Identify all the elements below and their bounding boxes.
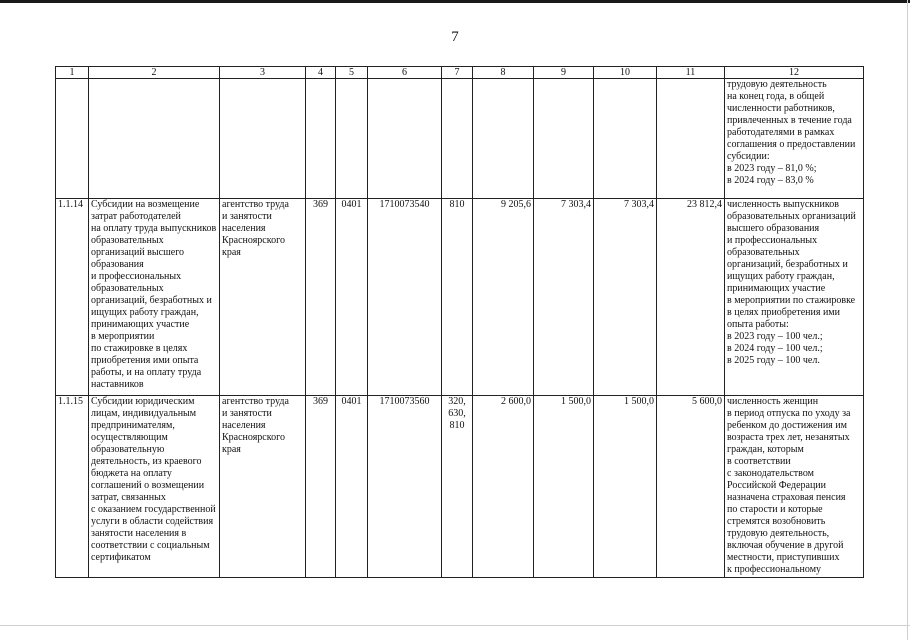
result-indicator: трудовую деятельность на конец года, в общей численности работников, привлеченных в течение года работодателями в рамках соглашения о предоставлении субсидии: в 2023 году – 81,0 %; в 2024 году – 83,0 % bbox=[725, 79, 864, 199]
table-row-1-1-14 bbox=[56, 199, 864, 396]
header-cell: 2 bbox=[89, 67, 220, 79]
code-csr: 1710073540 bbox=[368, 199, 442, 396]
code-csr: 1710073560 bbox=[368, 396, 442, 578]
header-cell: 11 bbox=[657, 67, 725, 79]
amount-total: 23 812,4 bbox=[657, 199, 725, 396]
code-vr bbox=[442, 79, 473, 199]
executor: агентство труда и занятости населения Красноярского края bbox=[220, 199, 306, 396]
header-cell: 4 bbox=[306, 67, 336, 79]
code-rzpr bbox=[336, 79, 368, 199]
amount-year-1 bbox=[473, 79, 534, 199]
amount-total bbox=[657, 79, 725, 199]
executor: агентство труда и занятости населения Красноярского края bbox=[220, 396, 306, 578]
header-cell: 5 bbox=[336, 67, 368, 79]
amount-year-3 bbox=[594, 79, 657, 199]
code-vr: 810 bbox=[442, 199, 473, 396]
code-vr: 320, 630, 810 bbox=[442, 396, 473, 578]
code-grbs: 369 bbox=[306, 199, 336, 396]
amount-year-1: 9 205,6 bbox=[473, 199, 534, 396]
header-cell: 6 bbox=[368, 67, 442, 79]
amount-total: 5 600,0 bbox=[657, 396, 725, 578]
amount-year-2: 1 500,0 bbox=[534, 396, 594, 578]
code-rzpr: 0401 bbox=[336, 199, 368, 396]
page-number: 7 bbox=[451, 29, 459, 45]
code-grbs bbox=[306, 79, 336, 199]
header-cell: 12 bbox=[725, 67, 864, 79]
code-csr bbox=[368, 79, 442, 199]
header-cell: 9 bbox=[534, 67, 594, 79]
header-cell: 1 bbox=[56, 67, 89, 79]
measure-name: Субсидии на возмещение затрат работодателей на оплату труда выпускников образовательных организаций высшего образования и профессиональных образовательных организаций, безработных и ищущих работу граждан, принимающих участие в мероприятии по стажировке в целях приобретения ими опыта работы, и на оплату труда наставников bbox=[89, 199, 220, 396]
scan-bottom-edge bbox=[0, 625, 910, 626]
scan-right-edge bbox=[907, 0, 908, 640]
header-cell: 7 bbox=[442, 67, 473, 79]
row-number: 1.1.15 bbox=[56, 396, 89, 578]
header-cell: 3 bbox=[220, 67, 306, 79]
header-cell: 10 bbox=[594, 67, 657, 79]
row-number bbox=[56, 79, 89, 199]
result-indicator: численность выпускников образовательных организаций высшего образования и профессиональных образовательных организаций, безработных и ищущих работу граждан, принимающих участие в мероприятии по стажировке в целях приобретения ими опыта работы: в 2023 году – 100 чел.; в 2024 году – 100 чел.; в 2025 году – 100 чел. bbox=[725, 199, 864, 396]
executor bbox=[220, 79, 306, 199]
budget-table bbox=[55, 66, 864, 578]
header-cell: 8 bbox=[473, 67, 534, 79]
table-header-row bbox=[56, 67, 864, 79]
measure-name: Субсидии юридическим лицам, индивидуальным предпринимателям, осуществляющим образовательную деятельность, из краевого бюджета на оплату соглашений о возмещении затрат, связанных с оказанием государственной услуги в области содействия занятости населения в соответствии с социальным сертификатом bbox=[89, 396, 220, 578]
top-border-line bbox=[0, 0, 910, 3]
code-rzpr: 0401 bbox=[336, 396, 368, 578]
measure-name bbox=[89, 79, 220, 199]
row-number: 1.1.14 bbox=[56, 199, 89, 396]
amount-year-3: 1 500,0 bbox=[594, 396, 657, 578]
amount-year-3: 7 303,4 bbox=[594, 199, 657, 396]
amount-year-1: 2 600,0 bbox=[473, 396, 534, 578]
code-grbs: 369 bbox=[306, 396, 336, 578]
table-row-1-1-15 bbox=[56, 396, 864, 578]
amount-year-2: 7 303,4 bbox=[534, 199, 594, 396]
table-row-continuation bbox=[56, 79, 864, 199]
amount-year-2 bbox=[534, 79, 594, 199]
result-indicator: численность женщин в период отпуска по уходу за ребенком до достижения им возраста трех лет, незанятых граждан, которым в соответствии с законодательством Российской Федерации назначена страховая пенсия по старости и которые стремятся возобновить трудовую деятельность, включая обучение в другой местности, приступивших к профессиональному bbox=[725, 396, 864, 578]
